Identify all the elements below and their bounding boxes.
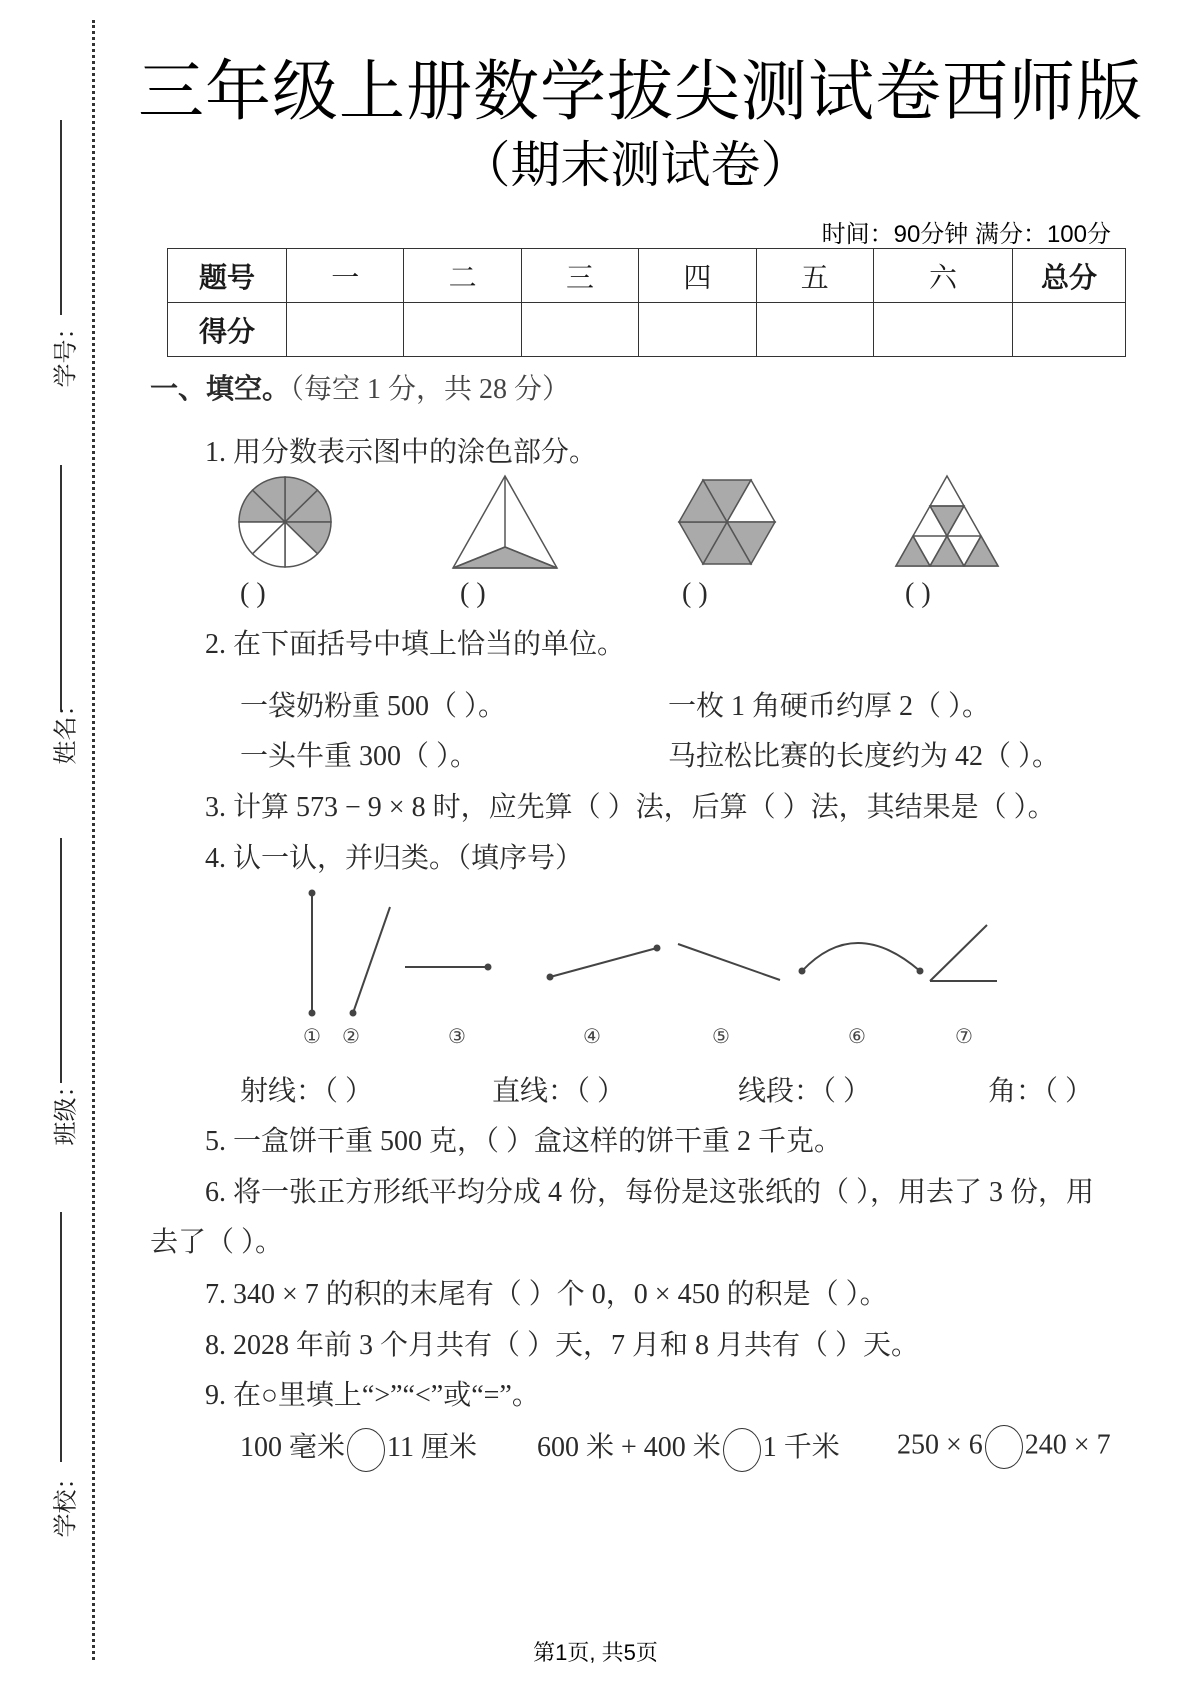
compare-item	[240, 1425, 477, 1472]
answer-blank-fig3[interactable]: ( )	[682, 578, 708, 609]
question-9-text: 9. 在○里填上“>”“<”或“=”。	[205, 1380, 540, 1411]
question-7-text[interactable]: 7. 340 × 7 的积的末尾有（ ）个 0，0 × 450 的积是（ ）。	[205, 1279, 888, 1310]
score-input-cell[interactable]	[404, 303, 521, 357]
name-line[interactable]	[60, 465, 62, 710]
student-number-label: 学号：	[52, 315, 80, 388]
segment-answer[interactable]: 线段：（ ）	[738, 1076, 872, 1107]
compare-item	[897, 1425, 1111, 1469]
school-label: 学校：	[52, 1465, 80, 1538]
class-label: 班级：	[52, 1073, 80, 1146]
figure-triangle-thirds-icon	[450, 472, 560, 572]
school-line[interactable]	[60, 1212, 62, 1462]
score-cell: 四	[639, 249, 756, 303]
score-input-cell[interactable]	[639, 303, 756, 357]
score-table-score-row	[168, 303, 1126, 357]
figure-label: ⑦	[955, 1026, 973, 1048]
question-2-item[interactable]: 一枚 1 角硬币约厚 2（ ）。	[668, 691, 991, 722]
figure-triangle-grid-icon	[894, 474, 1000, 570]
question-1-text: 1. 用分数表示图中的涂色部分。	[205, 437, 598, 468]
line-answer[interactable]: 直线：（ ）	[492, 1076, 626, 1107]
question-4-text: 4. 认一认，并归类。（填序号）	[205, 843, 584, 874]
compare-circle[interactable]	[985, 1425, 1023, 1469]
question-6-text-line2[interactable]: 去了（ ）。	[150, 1227, 284, 1258]
question-2-item[interactable]: 一头牛重 300（ ）。	[240, 741, 479, 772]
figure-label: ⑤	[712, 1026, 730, 1048]
score-input-cell[interactable]	[874, 303, 1013, 357]
score-cell: 得分	[168, 303, 287, 357]
question-8-text[interactable]: 8. 2028 年前 3 个月共有（ ）天，7 月和 8 月共有（ ）天。	[205, 1330, 920, 1361]
compare-left: 100 毫米	[240, 1432, 346, 1463]
name-label: 姓名：	[52, 692, 80, 765]
question-3-text[interactable]: 3. 计算 573 − 9 × 8 时，应先算（ ）法，后算（ ）法，其结果是（ ）。	[205, 792, 1056, 823]
figure-label: ②	[342, 1026, 360, 1048]
question-2-item[interactable]: 马拉松比赛的长度约为 42（ ）。	[668, 741, 1061, 772]
score-cell: 题号	[168, 249, 287, 303]
score-cell: 六	[874, 249, 1013, 303]
score-cell: 一	[287, 249, 404, 303]
score-table	[167, 248, 1126, 357]
score-table-header-row	[168, 249, 1126, 303]
section-1-note: （每空 1 分，共 28 分）	[290, 374, 571, 405]
binding-line	[92, 20, 95, 1660]
question-2-item[interactable]: 一袋奶粉重 500（ ）。	[240, 691, 507, 722]
section-1-heading	[150, 367, 570, 407]
figure-label: ④	[583, 1026, 601, 1048]
compare-left: 600 米 + 400 米	[537, 1432, 721, 1463]
angle-answer[interactable]: 角：（ ）	[988, 1076, 1094, 1107]
compare-right: 11 厘米	[387, 1432, 477, 1463]
score-cell: 三	[521, 249, 638, 303]
compare-circle[interactable]	[723, 1428, 761, 1472]
exam-meta: 时间：90分钟 满分：100分	[821, 221, 1111, 248]
class-line[interactable]	[60, 838, 62, 1083]
score-input-cell[interactable]	[287, 303, 404, 357]
answer-blank-fig2[interactable]: ( )	[460, 578, 486, 609]
ray-answer[interactable]: 射线：（ ）	[240, 1076, 374, 1107]
question-2-text: 2. 在下面括号中填上恰当的单位。	[205, 629, 626, 660]
page-title: 三年级上册数学拔尖测试卷西师版	[138, 54, 1143, 128]
figure-hexagon-sixths-icon	[675, 476, 779, 568]
score-cell: 五	[756, 249, 873, 303]
figure-circle-eighths-icon	[235, 475, 335, 571]
compare-right: 1 千米	[762, 1432, 840, 1463]
compare-left: 250 × 6	[897, 1429, 983, 1461]
compare-right: 240 × 7	[1024, 1429, 1111, 1461]
score-input-cell[interactable]	[521, 303, 638, 357]
score-input-cell[interactable]	[756, 303, 873, 357]
question-6-text-line1[interactable]: 6. 将一张正方形纸平均分成 4 份，每份是这张纸的（ ），用去了 3 份，用	[205, 1177, 1095, 1208]
compare-circle[interactable]	[347, 1428, 385, 1472]
figure-label: ①	[303, 1026, 321, 1048]
compare-item	[537, 1425, 840, 1472]
figure-label: ⑥	[848, 1026, 866, 1048]
figure-label: ③	[448, 1026, 466, 1048]
answer-blank-fig1[interactable]: ( )	[240, 578, 266, 609]
question-5-text[interactable]: 5. 一盒饼干重 500 克，（ ）盒这样的饼干重 2 千克。	[205, 1126, 843, 1157]
score-cell: 总分	[1013, 249, 1126, 303]
page-number: 第1页, 共5页	[533, 1640, 658, 1665]
section-1-title: 一、填空。	[150, 373, 291, 404]
score-cell: 二	[404, 249, 521, 303]
page-subtitle: （期末测试卷）	[460, 137, 811, 193]
figure-lines-icon	[290, 885, 1010, 1020]
answer-blank-fig4[interactable]: ( )	[905, 578, 931, 609]
score-input-cell[interactable]	[1013, 303, 1126, 357]
